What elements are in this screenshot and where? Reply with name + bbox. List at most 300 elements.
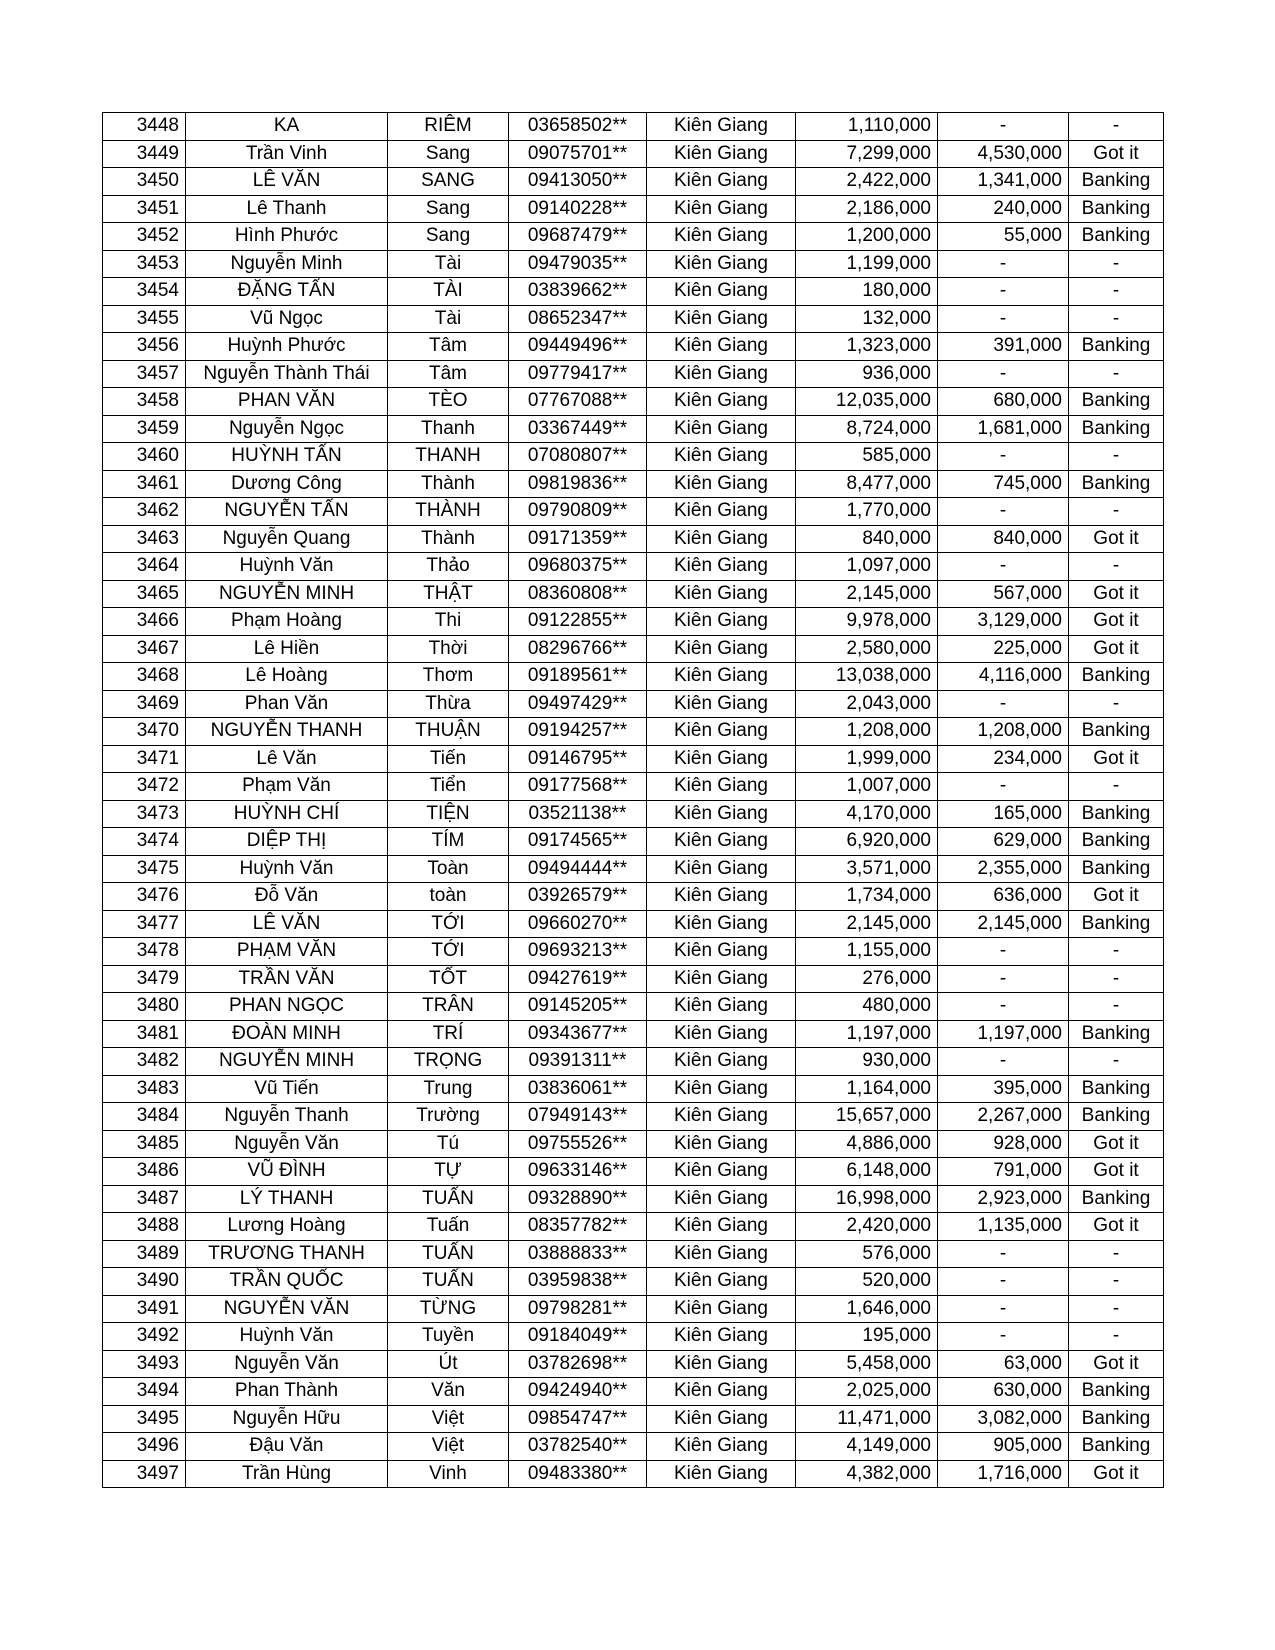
amount-cell: 930,000 — [796, 1048, 938, 1076]
amount-cell: 2,043,000 — [796, 690, 938, 718]
phone-cell: 09075701** — [509, 140, 647, 168]
row-number-cell: 3453 — [103, 250, 186, 278]
payment-method-cell: - — [1069, 498, 1164, 526]
phone-cell: 03367449** — [509, 415, 647, 443]
province-cell: Kiên Giang — [647, 360, 796, 388]
phone-cell: 09494444** — [509, 855, 647, 883]
table-row — [103, 965, 1164, 993]
payment-method-cell: Got it — [1069, 525, 1164, 553]
paid-amount-cell: 225,000 — [938, 635, 1069, 663]
amount-cell: 4,170,000 — [796, 800, 938, 828]
last-name-cell: Trần Vinh — [186, 140, 388, 168]
province-cell: Kiên Giang — [647, 635, 796, 663]
table-row — [103, 168, 1164, 196]
payment-method-cell: Got it — [1069, 1350, 1164, 1378]
row-number-cell: 3478 — [103, 938, 186, 966]
row-number-cell: 3482 — [103, 1048, 186, 1076]
paid-amount-cell: 567,000 — [938, 580, 1069, 608]
payment-method-cell: Banking — [1069, 1433, 1164, 1461]
paid-amount-cell: 3,082,000 — [938, 1405, 1069, 1433]
first-name-cell: Tâm — [388, 360, 509, 388]
phone-cell: 09174565** — [509, 828, 647, 856]
first-name-cell: Việt — [388, 1405, 509, 1433]
phone-cell: 09171359** — [509, 525, 647, 553]
amount-cell: 6,920,000 — [796, 828, 938, 856]
first-name-cell: TÈO — [388, 388, 509, 416]
table-row — [103, 1405, 1164, 1433]
table-row — [103, 470, 1164, 498]
first-name-cell: TRÂN — [388, 993, 509, 1021]
row-number-cell: 3481 — [103, 1020, 186, 1048]
row-number-cell: 3496 — [103, 1433, 186, 1461]
phone-cell: 09680375** — [509, 553, 647, 581]
province-cell: Kiên Giang — [647, 1213, 796, 1241]
province-cell: Kiên Giang — [647, 525, 796, 553]
amount-cell: 12,035,000 — [796, 388, 938, 416]
payment-method-cell: Banking — [1069, 195, 1164, 223]
last-name-cell: Nguyễn Minh — [186, 250, 388, 278]
province-cell: Kiên Giang — [647, 1295, 796, 1323]
last-name-cell: Vũ Ngọc — [186, 305, 388, 333]
amount-cell: 936,000 — [796, 360, 938, 388]
phone-cell: 09633146** — [509, 1158, 647, 1186]
paid-amount-cell: - — [938, 1268, 1069, 1296]
paid-amount-cell: 745,000 — [938, 470, 1069, 498]
table-row — [103, 1268, 1164, 1296]
amount-cell: 13,038,000 — [796, 663, 938, 691]
province-cell: Kiên Giang — [647, 1130, 796, 1158]
first-name-cell: TUẤN — [388, 1268, 509, 1296]
last-name-cell: LÊ VĂN — [186, 168, 388, 196]
first-name-cell: Thành — [388, 470, 509, 498]
amount-cell: 4,886,000 — [796, 1130, 938, 1158]
paid-amount-cell: 234,000 — [938, 745, 1069, 773]
paid-amount-cell: - — [938, 690, 1069, 718]
last-name-cell: NGUYỄN THANH — [186, 718, 388, 746]
table-row — [103, 1378, 1164, 1406]
amount-cell: 9,978,000 — [796, 608, 938, 636]
amount-cell: 2,580,000 — [796, 635, 938, 663]
table-row — [103, 580, 1164, 608]
paid-amount-cell: 1,135,000 — [938, 1213, 1069, 1241]
first-name-cell: Thanh — [388, 415, 509, 443]
paid-amount-cell: 2,355,000 — [938, 855, 1069, 883]
amount-cell: 2,420,000 — [796, 1213, 938, 1241]
first-name-cell: Thừa — [388, 690, 509, 718]
amount-cell: 2,145,000 — [796, 910, 938, 938]
amount-cell: 1,007,000 — [796, 773, 938, 801]
row-number-cell: 3449 — [103, 140, 186, 168]
row-number-cell: 3469 — [103, 690, 186, 718]
row-number-cell: 3479 — [103, 965, 186, 993]
last-name-cell: Đậu Văn — [186, 1433, 388, 1461]
paid-amount-cell: 3,129,000 — [938, 608, 1069, 636]
phone-cell: 09779417** — [509, 360, 647, 388]
paid-amount-cell: 1,716,000 — [938, 1460, 1069, 1488]
row-number-cell: 3489 — [103, 1240, 186, 1268]
last-name-cell: Lê Thanh — [186, 195, 388, 223]
table-row — [103, 223, 1164, 251]
first-name-cell: Thành — [388, 525, 509, 553]
province-cell: Kiên Giang — [647, 388, 796, 416]
paid-amount-cell: 63,000 — [938, 1350, 1069, 1378]
last-name-cell: Hình Phước — [186, 223, 388, 251]
payment-method-cell: - — [1069, 993, 1164, 1021]
first-name-cell: Tuyền — [388, 1323, 509, 1351]
province-cell: Kiên Giang — [647, 470, 796, 498]
table-row — [103, 1103, 1164, 1131]
phone-cell: 09479035** — [509, 250, 647, 278]
first-name-cell: Sang — [388, 140, 509, 168]
table-row — [103, 1158, 1164, 1186]
province-cell: Kiên Giang — [647, 718, 796, 746]
payment-method-cell: Banking — [1069, 718, 1164, 746]
table-row — [103, 278, 1164, 306]
row-number-cell: 3494 — [103, 1378, 186, 1406]
last-name-cell: TRƯƠNG THANH — [186, 1240, 388, 1268]
phone-cell: 09854747** — [509, 1405, 647, 1433]
paid-amount-cell: 2,267,000 — [938, 1103, 1069, 1131]
row-number-cell: 3472 — [103, 773, 186, 801]
amount-cell: 132,000 — [796, 305, 938, 333]
row-number-cell: 3495 — [103, 1405, 186, 1433]
first-name-cell: TỚI — [388, 938, 509, 966]
first-name-cell: Tài — [388, 305, 509, 333]
table-row — [103, 993, 1164, 1021]
payment-method-cell: - — [1069, 690, 1164, 718]
paid-amount-cell: - — [938, 965, 1069, 993]
payment-method-cell: Banking — [1069, 828, 1164, 856]
roster-body — [103, 113, 1164, 1488]
paid-amount-cell: 2,145,000 — [938, 910, 1069, 938]
last-name-cell: Phạm Văn — [186, 773, 388, 801]
paid-amount-cell: 395,000 — [938, 1075, 1069, 1103]
last-name-cell: Nguyễn Văn — [186, 1350, 388, 1378]
payment-method-cell: Got it — [1069, 140, 1164, 168]
last-name-cell: Phan Văn — [186, 690, 388, 718]
table-row — [103, 1185, 1164, 1213]
payment-method-cell: Banking — [1069, 168, 1164, 196]
amount-cell: 576,000 — [796, 1240, 938, 1268]
amount-cell: 5,458,000 — [796, 1350, 938, 1378]
phone-cell: 09790809** — [509, 498, 647, 526]
first-name-cell: Thơm — [388, 663, 509, 691]
first-name-cell: Trường — [388, 1103, 509, 1131]
phone-cell: 03521138** — [509, 800, 647, 828]
province-cell: Kiên Giang — [647, 855, 796, 883]
phone-cell: 09194257** — [509, 718, 647, 746]
phone-cell: 09819836** — [509, 470, 647, 498]
table-row — [103, 1350, 1164, 1378]
first-name-cell: Tuấn — [388, 1213, 509, 1241]
payment-method-cell: Banking — [1069, 1103, 1164, 1131]
first-name-cell: SANG — [388, 168, 509, 196]
last-name-cell: NGUYỄN MINH — [186, 1048, 388, 1076]
first-name-cell: THANH — [388, 443, 509, 471]
paid-amount-cell: 840,000 — [938, 525, 1069, 553]
row-number-cell: 3454 — [103, 278, 186, 306]
paid-amount-cell: 680,000 — [938, 388, 1069, 416]
amount-cell: 6,148,000 — [796, 1158, 938, 1186]
first-name-cell: Sang — [388, 223, 509, 251]
phone-cell: 09189561** — [509, 663, 647, 691]
paid-amount-cell: - — [938, 1323, 1069, 1351]
table-row — [103, 690, 1164, 718]
first-name-cell: Tâm — [388, 333, 509, 361]
table-row — [103, 388, 1164, 416]
payment-method-cell: Got it — [1069, 1213, 1164, 1241]
phone-cell: 09343677** — [509, 1020, 647, 1048]
payment-method-cell: Banking — [1069, 333, 1164, 361]
province-cell: Kiên Giang — [647, 498, 796, 526]
paid-amount-cell: - — [938, 993, 1069, 1021]
last-name-cell: NGUYỄN MINH — [186, 580, 388, 608]
row-number-cell: 3459 — [103, 415, 186, 443]
province-cell: Kiên Giang — [647, 305, 796, 333]
paid-amount-cell: - — [938, 305, 1069, 333]
table-row — [103, 1020, 1164, 1048]
roster-table — [102, 112, 1164, 1488]
amount-cell: 180,000 — [796, 278, 938, 306]
paid-amount-cell: 240,000 — [938, 195, 1069, 223]
paid-amount-cell: 55,000 — [938, 223, 1069, 251]
payment-method-cell: - — [1069, 965, 1164, 993]
table-row — [103, 498, 1164, 526]
province-cell: Kiên Giang — [647, 1433, 796, 1461]
payment-method-cell: Banking — [1069, 910, 1164, 938]
first-name-cell: TỐT — [388, 965, 509, 993]
table-row — [103, 1323, 1164, 1351]
paid-amount-cell: - — [938, 773, 1069, 801]
province-cell: Kiên Giang — [647, 1268, 796, 1296]
table-row — [103, 1048, 1164, 1076]
payment-method-cell: Banking — [1069, 1075, 1164, 1103]
province-cell: Kiên Giang — [647, 800, 796, 828]
paid-amount-cell: 791,000 — [938, 1158, 1069, 1186]
amount-cell: 520,000 — [796, 1268, 938, 1296]
payment-method-cell: - — [1069, 1268, 1164, 1296]
last-name-cell: NGUYỄN TẤN — [186, 498, 388, 526]
payment-method-cell: - — [1069, 1295, 1164, 1323]
row-number-cell: 3468 — [103, 663, 186, 691]
payment-method-cell: Banking — [1069, 470, 1164, 498]
first-name-cell: Toàn — [388, 855, 509, 883]
row-number-cell: 3467 — [103, 635, 186, 663]
province-cell: Kiên Giang — [647, 195, 796, 223]
phone-cell: 03888833** — [509, 1240, 647, 1268]
amount-cell: 1,734,000 — [796, 883, 938, 911]
phone-cell: 09145205** — [509, 993, 647, 1021]
phone-cell: 03782540** — [509, 1433, 647, 1461]
row-number-cell: 3480 — [103, 993, 186, 1021]
first-name-cell: Thảo — [388, 553, 509, 581]
phone-cell: 08296766** — [509, 635, 647, 663]
paid-amount-cell: 2,923,000 — [938, 1185, 1069, 1213]
last-name-cell: Lê Văn — [186, 745, 388, 773]
first-name-cell: Văn — [388, 1378, 509, 1406]
first-name-cell: TỪNG — [388, 1295, 509, 1323]
table-row — [103, 333, 1164, 361]
table-row — [103, 910, 1164, 938]
amount-cell: 15,657,000 — [796, 1103, 938, 1131]
amount-cell: 1,155,000 — [796, 938, 938, 966]
paid-amount-cell: 1,197,000 — [938, 1020, 1069, 1048]
row-number-cell: 3456 — [103, 333, 186, 361]
province-cell: Kiên Giang — [647, 415, 796, 443]
table-row — [103, 773, 1164, 801]
phone-cell: 07080807** — [509, 443, 647, 471]
amount-cell: 1,323,000 — [796, 333, 938, 361]
province-cell: Kiên Giang — [647, 1323, 796, 1351]
last-name-cell: Dương Công — [186, 470, 388, 498]
province-cell: Kiên Giang — [647, 773, 796, 801]
first-name-cell: TRỌNG — [388, 1048, 509, 1076]
table-row — [103, 828, 1164, 856]
paid-amount-cell: 165,000 — [938, 800, 1069, 828]
province-cell: Kiên Giang — [647, 745, 796, 773]
phone-cell: 09497429** — [509, 690, 647, 718]
first-name-cell: Sang — [388, 195, 509, 223]
last-name-cell: Phạm Hoàng — [186, 608, 388, 636]
amount-cell: 8,477,000 — [796, 470, 938, 498]
last-name-cell: Huỳnh Văn — [186, 1323, 388, 1351]
amount-cell: 1,200,000 — [796, 223, 938, 251]
paid-amount-cell: - — [938, 443, 1069, 471]
payment-method-cell: - — [1069, 773, 1164, 801]
table-row — [103, 113, 1164, 141]
amount-cell: 11,471,000 — [796, 1405, 938, 1433]
paid-amount-cell: 905,000 — [938, 1433, 1069, 1461]
last-name-cell: Lê Hiền — [186, 635, 388, 663]
paid-amount-cell: - — [938, 278, 1069, 306]
amount-cell: 16,998,000 — [796, 1185, 938, 1213]
phone-cell: 09177568** — [509, 773, 647, 801]
amount-cell: 2,025,000 — [796, 1378, 938, 1406]
amount-cell: 4,149,000 — [796, 1433, 938, 1461]
row-number-cell: 3460 — [103, 443, 186, 471]
payment-method-cell: Banking — [1069, 663, 1164, 691]
phone-cell: 09424940** — [509, 1378, 647, 1406]
row-number-cell: 3487 — [103, 1185, 186, 1213]
province-cell: Kiên Giang — [647, 580, 796, 608]
first-name-cell: Trung — [388, 1075, 509, 1103]
first-name-cell: Tiến — [388, 745, 509, 773]
table-row — [103, 1240, 1164, 1268]
phone-cell: 08357782** — [509, 1213, 647, 1241]
amount-cell: 1,164,000 — [796, 1075, 938, 1103]
province-cell: Kiên Giang — [647, 1048, 796, 1076]
last-name-cell: VŨ ĐÌNH — [186, 1158, 388, 1186]
amount-cell: 2,186,000 — [796, 195, 938, 223]
row-number-cell: 3474 — [103, 828, 186, 856]
phone-cell: 08652347** — [509, 305, 647, 333]
paid-amount-cell: 630,000 — [938, 1378, 1069, 1406]
row-number-cell: 3457 — [103, 360, 186, 388]
first-name-cell: Út — [388, 1350, 509, 1378]
phone-cell: 07949143** — [509, 1103, 647, 1131]
last-name-cell: TRẦN VĂN — [186, 965, 388, 993]
phone-cell: 03839662** — [509, 278, 647, 306]
first-name-cell: Tài — [388, 250, 509, 278]
row-number-cell: 3464 — [103, 553, 186, 581]
amount-cell: 1,646,000 — [796, 1295, 938, 1323]
province-cell: Kiên Giang — [647, 1020, 796, 1048]
first-name-cell: THÀNH — [388, 498, 509, 526]
phone-cell: 09798281** — [509, 1295, 647, 1323]
amount-cell: 840,000 — [796, 525, 938, 553]
last-name-cell: LÊ VĂN — [186, 910, 388, 938]
table-row — [103, 883, 1164, 911]
payment-method-cell: - — [1069, 443, 1164, 471]
phone-cell: 09122855** — [509, 608, 647, 636]
province-cell: Kiên Giang — [647, 1350, 796, 1378]
payment-method-cell: Got it — [1069, 1158, 1164, 1186]
table-row — [103, 1075, 1164, 1103]
first-name-cell: toàn — [388, 883, 509, 911]
last-name-cell: Trần Hùng — [186, 1460, 388, 1488]
payment-method-cell: Got it — [1069, 1130, 1164, 1158]
payment-method-cell: - — [1069, 360, 1164, 388]
province-cell: Kiên Giang — [647, 1158, 796, 1186]
paid-amount-cell: 636,000 — [938, 883, 1069, 911]
paid-amount-cell: - — [938, 553, 1069, 581]
amount-cell: 276,000 — [796, 965, 938, 993]
payment-method-cell: Got it — [1069, 608, 1164, 636]
payment-method-cell: - — [1069, 553, 1164, 581]
province-cell: Kiên Giang — [647, 223, 796, 251]
row-number-cell: 3485 — [103, 1130, 186, 1158]
province-cell: Kiên Giang — [647, 250, 796, 278]
table-row — [103, 195, 1164, 223]
province-cell: Kiên Giang — [647, 1378, 796, 1406]
row-number-cell: 3475 — [103, 855, 186, 883]
table-row — [103, 1213, 1164, 1241]
row-number-cell: 3477 — [103, 910, 186, 938]
last-name-cell: LÝ THANH — [186, 1185, 388, 1213]
last-name-cell: HUỲNH CHÍ — [186, 800, 388, 828]
payment-method-cell: Got it — [1069, 883, 1164, 911]
province-cell: Kiên Giang — [647, 883, 796, 911]
amount-cell: 1,208,000 — [796, 718, 938, 746]
row-number-cell: 3492 — [103, 1323, 186, 1351]
amount-cell: 1,097,000 — [796, 553, 938, 581]
first-name-cell: THẬT — [388, 580, 509, 608]
province-cell: Kiên Giang — [647, 1240, 796, 1268]
phone-cell: 09660270** — [509, 910, 647, 938]
phone-cell: 09184049** — [509, 1323, 647, 1351]
amount-cell: 8,724,000 — [796, 415, 938, 443]
last-name-cell: Huỳnh Văn — [186, 553, 388, 581]
paid-amount-cell: - — [938, 498, 1069, 526]
phone-cell: 03959838** — [509, 1268, 647, 1296]
first-name-cell: TUẤN — [388, 1240, 509, 1268]
paid-amount-cell: 629,000 — [938, 828, 1069, 856]
amount-cell: 2,145,000 — [796, 580, 938, 608]
phone-cell: 09449496** — [509, 333, 647, 361]
first-name-cell: TIỆN — [388, 800, 509, 828]
table-row — [103, 1433, 1164, 1461]
province-cell: Kiên Giang — [647, 993, 796, 1021]
amount-cell: 1,110,000 — [796, 113, 938, 141]
first-name-cell: TÍM — [388, 828, 509, 856]
payment-method-cell: Banking — [1069, 1405, 1164, 1433]
table-row — [103, 525, 1164, 553]
paid-amount-cell: 1,341,000 — [938, 168, 1069, 196]
row-number-cell: 3484 — [103, 1103, 186, 1131]
row-number-cell: 3452 — [103, 223, 186, 251]
province-cell: Kiên Giang — [647, 140, 796, 168]
first-name-cell: THUẬN — [388, 718, 509, 746]
